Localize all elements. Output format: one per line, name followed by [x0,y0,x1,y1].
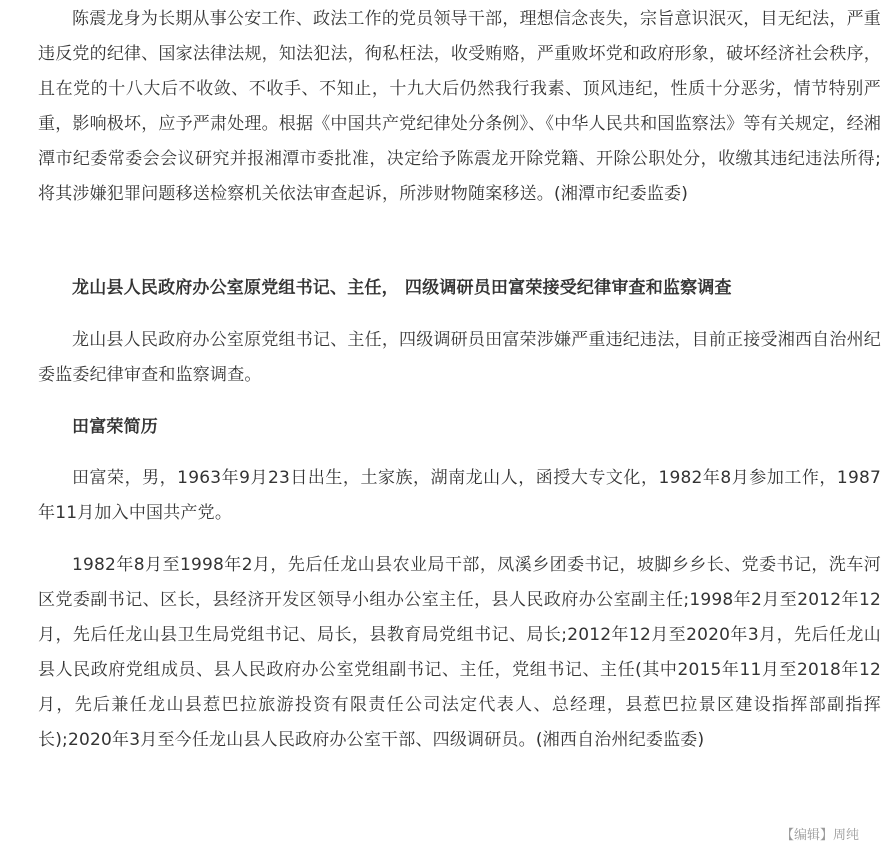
article-paragraph-bio: 田富荣，男，1963年9月23日出生，土家族，湖南龙山人，函授大专文化，1982年8月参加工作，1987年11月加入中国共产党。 [38,468,881,523]
section-heading-tian-furong-investigation: 龙山县人民政府办公室原党组书记、主任， 四级调研员田富荣接受纪律审查和监察调查 [72,278,732,298]
section-heading-resume: 田富荣简历 [72,417,158,437]
article-paragraph-investigation: 龙山县人民政府办公室原党组书记、主任，四级调研员田富荣涉嫌严重违纪违法，目前正接受湘西自治州纪委监委纪律审查和监察调查。 [38,330,881,385]
editor-credit: 【编辑】周纯 [780,828,859,843]
article-paragraph-chen-zhenlong: 陈震龙身为长期从事公安工作、政法工作的党员领导干部，理想信念丧失，宗旨意识泯灭，目无纪法，严重违反党的纪律、国家法律法规，知法犯法，徇私枉法，收受贿赂，严重败坏党和政府形象，破坏经济社会秩序，且在党的十八大后不收敛、不收手、不知止，十九大后仍然我行我素、顶风违纪，性质十分恶劣，情节特别严重，影响极坏，应予严肃处理。根据《中国共产党纪律处分条例》、《中华人民共和国监察法》等有关规定，经湘潭市纪委常委会会议研究并报湘潭市委批准，决定给予陈震龙开除党籍、开除公职处分，收缴其违纪违法所得;将其涉嫌犯罪问题移送检察机关依法审查起诉，所涉财物随案移送。(湘潭市纪委监委) [38,9,881,204]
article-paragraph-career: 1982年8月至1998年2月，先后任龙山县农业局干部，凤溪乡团委书记，坡脚乡乡长、党委书记，洗车河区党委副书记、区长，县经济开发区领导小组办公室主任，县人民政府办公室副主任;1998年2月至2012年12月，先后任龙山县卫生局党组书记、局长，县教育局党组书记、局长;2012年12月至2020年3月，先后任龙山县人民政府党组成员、县人民政府办公室党组副书记、主任，党组书记、主任(其中2015年11月至2018年12月，先后兼任龙山县惹巴拉旅游投资有限责任公司法定代表人、总经理，县惹巴拉景区建设指挥部副指挥长);2020年3月至今任龙山县人民政府办公室干部、四级调研员。(湘西自治州纪委监委) [38,555,881,750]
